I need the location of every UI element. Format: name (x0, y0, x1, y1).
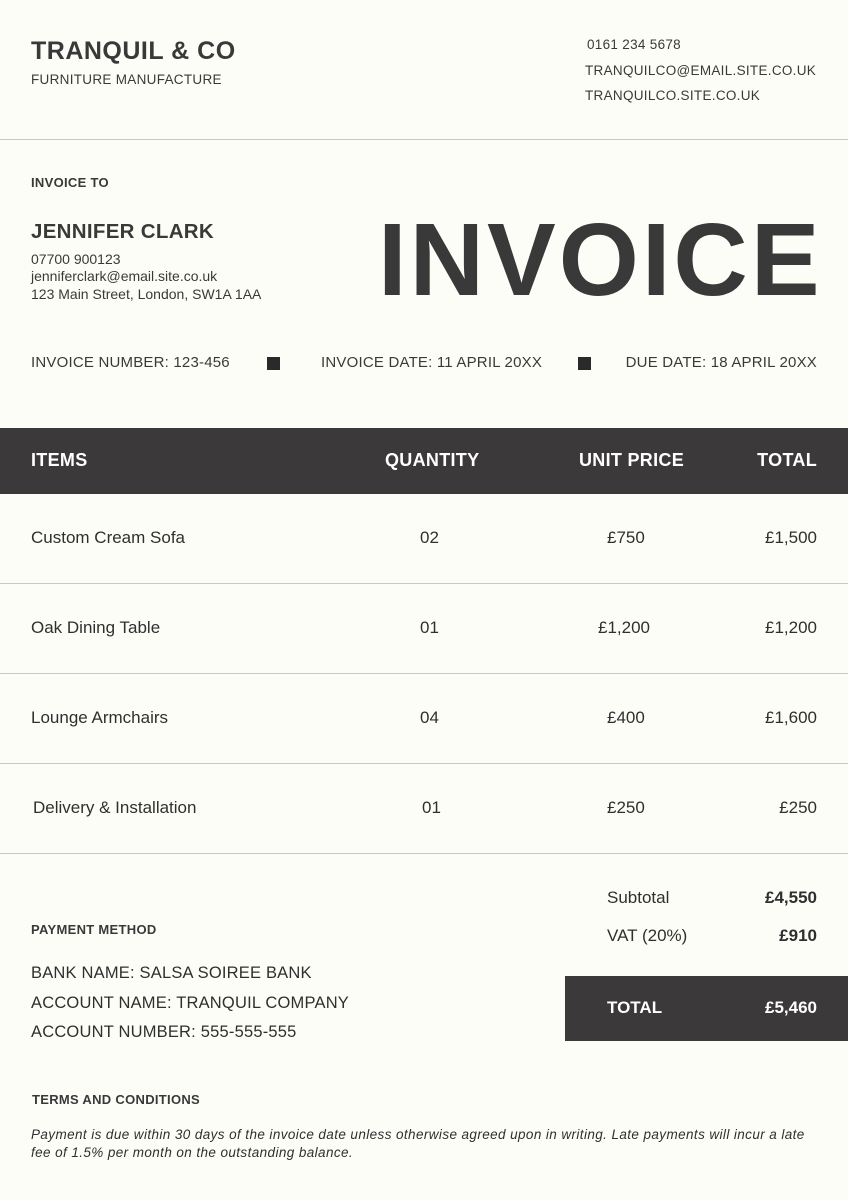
account-number: ACCOUNT NUMBER: 555-555-555 (31, 1023, 297, 1041)
row-divider (0, 763, 848, 764)
account-name: ACCOUNT NAME: TRANQUIL COMPANY (31, 994, 350, 1012)
row-2-total: £1,200 (765, 618, 817, 637)
invoice-title: INVOICE (378, 202, 823, 317)
bank-name: BANK NAME: SALSA SOIREE BANK (31, 964, 312, 982)
terms-label: TERMS AND CONDITIONS (32, 1092, 201, 1107)
header-unit-price: UNIT PRICE (579, 450, 685, 470)
row-2-qty: 01 (420, 618, 439, 637)
terms-text: Payment is due within 30 days of the invoice date unless otherwise agreed upon in writing. Late payments will incur a late fee of 1.5% per month on the outstanding balance. (31, 1127, 805, 1160)
grand-total-value: £5,460 (765, 998, 817, 1017)
company-website: TRANQUILCO.SITE.CO.UK (585, 88, 761, 103)
vat-value: £910 (779, 926, 817, 945)
grand-total-label: TOTAL (607, 998, 663, 1017)
company-phone: 0161 234 5678 (587, 37, 681, 52)
row-divider (0, 583, 848, 584)
row-1-price: £750 (607, 528, 645, 547)
row-divider (0, 673, 848, 674)
invoice-number: INVOICE NUMBER: 123-456 (31, 354, 230, 371)
row-1-item: Custom Cream Sofa (31, 528, 185, 547)
client-phone: 07700 900123 (31, 251, 121, 267)
row-divider (0, 853, 848, 854)
header-quantity: QUANTITY (385, 450, 480, 470)
row-4-total: £250 (779, 798, 817, 817)
row-2-price: £1,200 (598, 618, 650, 637)
row-4-qty: 01 (422, 798, 441, 817)
invoice-date: INVOICE DATE: 11 APRIL 20XX (321, 354, 543, 371)
row-1-total: £1,500 (765, 528, 817, 547)
invoice-to-label: INVOICE TO (31, 175, 109, 190)
header-items: ITEMS (31, 450, 88, 470)
row-1-qty: 02 (420, 528, 439, 547)
header-total: TOTAL (757, 450, 817, 470)
subtotal-value: £4,550 (765, 888, 817, 907)
header-divider (0, 139, 848, 140)
payment-method-label: PAYMENT METHOD (31, 922, 157, 937)
row-3-price: £400 (607, 708, 645, 727)
company-tagline: FURNITURE MANUFACTURE (31, 72, 222, 87)
company-name: TRANQUIL & CO (31, 37, 236, 65)
separator-square (578, 357, 591, 370)
row-3-item: Lounge Armchairs (31, 708, 169, 727)
company-email: TRANQUILCO@EMAIL.SITE.CO.UK (585, 63, 817, 78)
due-date: DUE DATE: 18 APRIL 20XX (625, 354, 817, 371)
separator-square (267, 357, 280, 370)
row-3-qty: 04 (420, 708, 439, 727)
row-4-item: Delivery & Installation (33, 798, 197, 817)
row-2-item: Oak Dining Table (31, 618, 161, 637)
vat-label: VAT (20%) (607, 926, 688, 945)
subtotal-label: Subtotal (607, 888, 670, 907)
client-address: 123 Main Street, London, SW1A 1AA (31, 286, 262, 302)
client-email: jenniferclark@email.site.co.uk (31, 268, 218, 284)
row-3-total: £1,600 (765, 708, 817, 727)
row-4-price: £250 (607, 798, 645, 817)
client-name: JENNIFER CLARK (31, 220, 215, 243)
